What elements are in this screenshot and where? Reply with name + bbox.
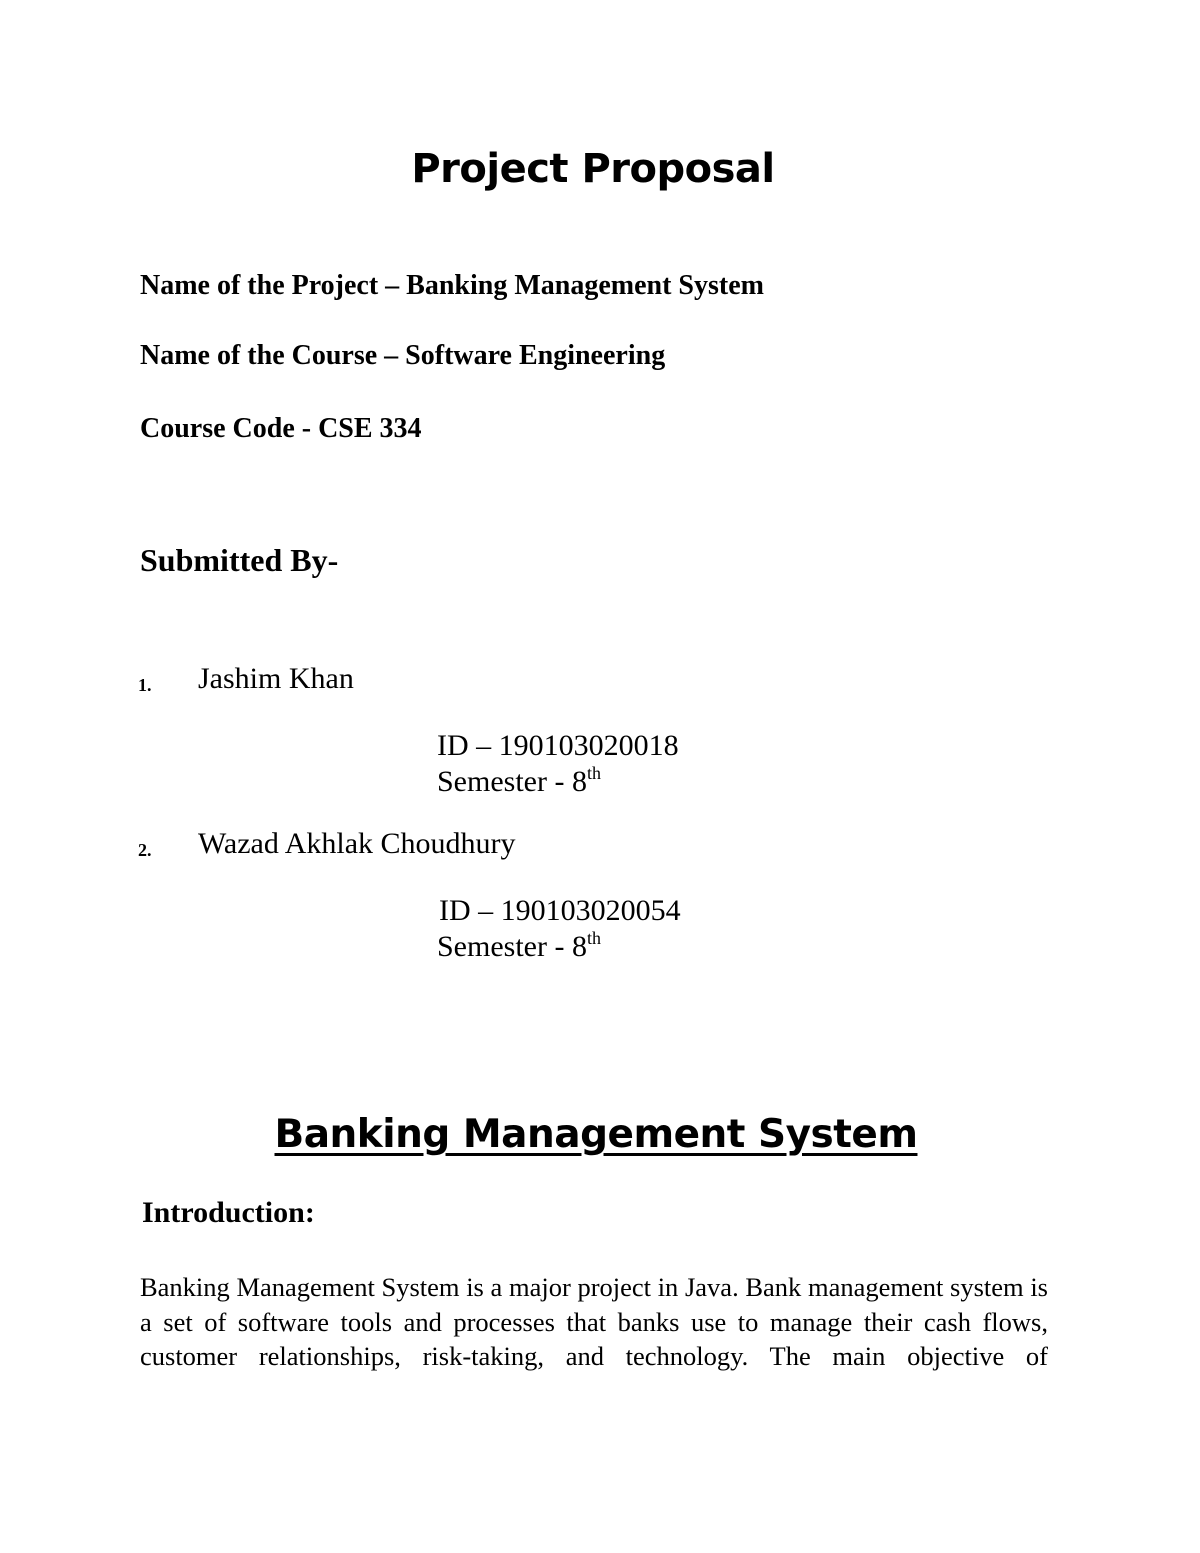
course-code-line: Course Code - CSE 334: [140, 413, 422, 444]
introduction-paragraph: Banking Management System is a major project in Java. Bank management system is a set of software tools and processes that banks use to manage their cash flows, customer relationships, risk-taking, and technology. The main objective of: [140, 1272, 1048, 1371]
submitted-by-heading: Submitted By-: [140, 542, 339, 578]
member-semester-text: Semester - 8: [437, 765, 587, 798]
member-id: ID – 190103020018: [437, 729, 679, 762]
member-name: Jashim Khan: [198, 662, 354, 695]
member-semester-text: Semester - 8: [437, 930, 587, 963]
member-semester-suffix: th: [586, 763, 601, 783]
introduction-heading: Introduction:: [142, 1196, 315, 1229]
document-title: Project Proposal: [411, 146, 775, 192]
member-number: 2.: [138, 840, 152, 860]
project-name-line: Name of the Project – Banking Management System: [140, 270, 764, 301]
member-id: ID – 190103020054: [439, 894, 681, 927]
member-number: 1.: [138, 675, 152, 695]
member-semester: [437, 930, 601, 964]
member-semester: [437, 765, 601, 799]
member-name: Wazad Akhlak Choudhury: [198, 827, 516, 860]
section-title: Banking Management System: [274, 1112, 918, 1157]
member-semester-suffix: th: [586, 928, 601, 948]
course-name-line: Name of the Course – Software Engineering: [140, 340, 666, 371]
